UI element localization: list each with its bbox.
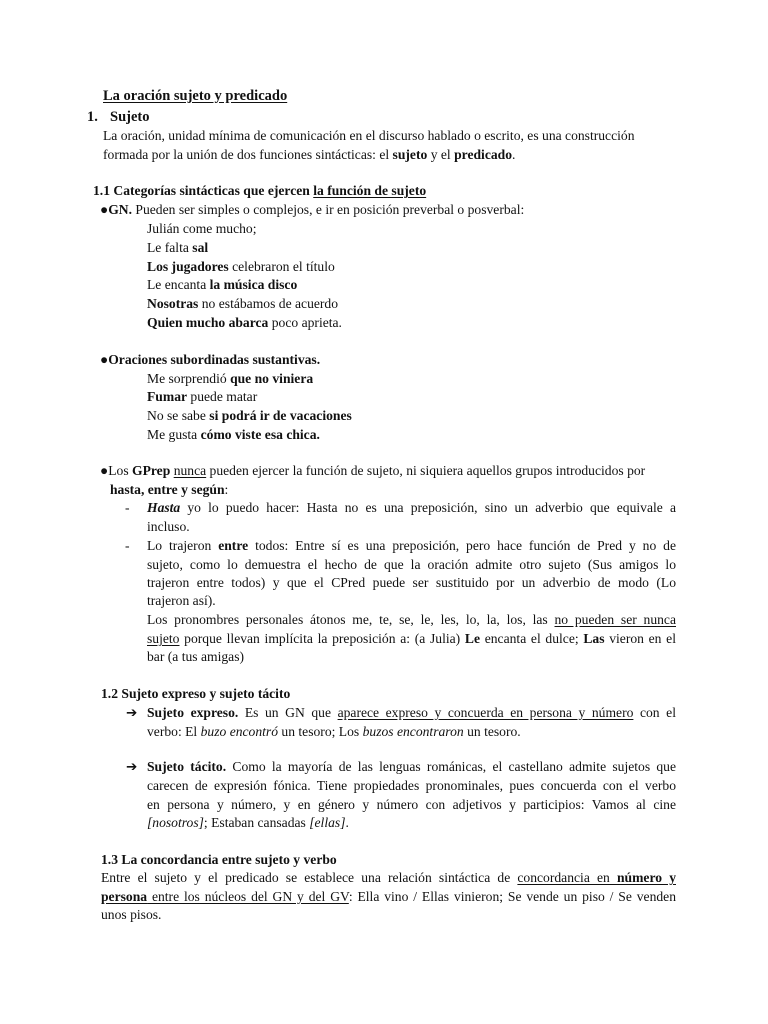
concordancia-underlined: entre los núcleos del GN y del GV [147,889,349,904]
section-number-1: 1. [87,109,98,125]
entre-text: todos: Entre sí es una preposición, pero hace función de Pred y no de [248,538,676,553]
heading-text: 1.1 Categorías sintácticas que ejercen [93,183,314,198]
sujeto-tacito-line-4 [147,814,349,832]
example-text: celebraron el título [228,259,335,274]
gprep-item-line-1 [100,462,645,480]
gprep-nunca: nunca [173,463,207,478]
document-title: La oración sujeto y predicado [103,88,288,104]
gprep-prepositions: hasta, entre y según [110,482,225,497]
concordancia-line-2 [101,888,676,906]
pronouns-line-2 [147,630,676,648]
gn-description: Pueden ser simples o complejos, e ir en posición preverbal o posverbal: [132,202,525,217]
example-subject: si podrá ir de vacaciones [209,408,352,423]
example-subject: Fumar [147,389,188,404]
tacito-example: [nosotros] [147,815,204,830]
sujeto-tacito-line-3: en persona y número, y en género y número con adjetivos y participios: Vamos al cine [147,797,676,812]
gn-example-5 [147,295,338,313]
concordancia-line-1 [101,869,676,887]
expreso-text: verbo: El [147,724,201,739]
example-subject: cómo viste esa chica. [200,427,320,442]
bullet-icon: ● [100,352,109,367]
subsection-heading-1-3: 1.3 La concordancia entre sujeto y verbo [101,852,337,867]
tacito-text: . [345,815,349,830]
expreso-example: buzo encontró [200,724,279,739]
intro-paragraph-line-2 [103,146,515,164]
pronouns-text: Los pronombres personales átonos me, te, se, le, les, lo, la, los, las [147,612,555,627]
expreso-underlined: aparece expreso y concuerda en persona y número [337,705,634,720]
entre-line-4: trajeron así). [147,593,216,608]
dash-bullet: - [125,538,130,553]
sub-example-4 [147,426,320,444]
gn-item [100,201,524,219]
sujeto-expreso-line-2 [147,723,521,741]
gprep-label: GPrep [132,463,171,478]
gn-example-2 [147,239,208,257]
pronoun-las: Las [583,631,605,646]
concordancia-persona: persona [101,889,148,904]
pronouns-line-1 [147,611,676,629]
expreso-example: buzos encontraron [362,724,464,739]
example-text: Me sorprendió [147,371,231,386]
expreso-text: un tesoro; Los [278,724,363,739]
pronouns-underlined: sujeto [147,631,180,646]
concordancia-text: Entre el sujeto y el predicado se establece una relación sintáctica de [101,870,518,885]
gprep-text: Los [108,463,133,478]
expreso-text: con el [633,705,676,720]
gprep-item-line-2 [110,481,228,499]
pronoun-le: Le [464,631,481,646]
bullet-icon: ● [100,463,109,478]
example-subject: sal [192,240,209,255]
arrow-icon: ➔ [126,759,138,774]
pronouns-text: vieron en el [604,631,676,646]
concordancia-text: : Ella vino / Ellas vinieron; Se vende un piso / Se venden [348,889,676,904]
sujeto-tacito-line-2: carecen de expresión fónica. Tiene propiedades pronominales, pues concuerda con el verbo [147,778,676,793]
subsection-heading-1-1 [93,182,426,200]
arrow-icon: ➔ [126,705,138,720]
sub-example-1 [147,370,313,388]
intro-text: . [512,147,516,162]
intro-paragraph-line-1: La oración, unidad mínima de comunicación en el discurso hablado o escrito, es una construcción [103,128,635,143]
section-heading-sujeto: Sujeto [110,109,150,125]
gn-example-3 [147,258,335,276]
entre-line-3: trajeron entre todos) y que el CPred puede ser sustituido por un adverbio de modo (Lo [147,575,676,590]
intro-text: y el [427,147,455,162]
example-text: Me gusta [147,427,201,442]
example-subject: Los jugadores [147,259,229,274]
heading-underlined-text: la función de sujeto [313,183,427,198]
sub-example-2 [147,388,257,406]
pronouns-text: encanta el dulce; [480,631,584,646]
subordinate-clauses-item [100,351,320,369]
tacito-text: ; Estaban cansadas [203,815,310,830]
concordancia-line-3: unos pisos. [101,907,162,922]
concordancia-numero: número y [616,870,676,885]
term-sujeto: sujeto [392,147,428,162]
intro-text: formada por la unión de dos funciones sintácticas: el [103,147,393,162]
pronouns-line-3: bar (a tus amigas) [147,649,245,664]
expreso-text: Es un GN que [238,705,338,720]
subsection-heading-1-2: 1.2 Sujeto expreso y sujeto tácito [101,686,291,701]
entre-text: Lo trajeron [147,538,219,553]
entre-line-1 [147,537,676,555]
hasta-line-1 [147,499,676,517]
sujeto-tacito-line-1 [147,758,676,776]
sujeto-expreso-line-1 [147,704,676,722]
gn-example-6 [147,314,342,332]
gn-label: GN. [108,202,133,217]
bullet-icon: ● [100,202,109,217]
example-text: no estábamos de acuerdo [198,296,339,311]
example-subject: que no viniera [230,371,314,386]
gn-example-1: Julián come mucho; [147,221,257,236]
entre-line-2: sujeto, como lo demuestra el hecho de que la oración admite otro sujeto (Sus amigos lo [147,557,676,572]
gn-example-4 [147,276,297,294]
example-subject: la música disco [209,277,298,292]
dash-bullet: - [125,500,130,515]
sujeto-expreso-label: Sujeto expreso. [147,705,239,720]
pronouns-underlined: no pueden ser nunca [554,612,676,627]
term-predicado: predicado [454,147,513,162]
example-text: No se sabe [147,408,210,423]
sujeto-tacito-label: Sujeto tácito. [147,759,227,774]
example-text: poco aprieta. [268,315,342,330]
entre-term: entre [218,538,249,553]
example-text: Le encanta [147,277,210,292]
tacito-example: [ellas] [309,815,346,830]
hasta-line-2: incluso. [147,519,190,534]
concordancia-underlined: concordancia en [517,870,617,885]
subordinate-clauses-label: Oraciones subordinadas sustantivas. [108,352,321,367]
hasta-term: Hasta [147,500,181,515]
example-text: Le falta [147,240,193,255]
gprep-text: : [224,482,229,497]
expreso-text: un tesoro. [463,724,521,739]
example-text: puede matar [187,389,258,404]
tacito-text: Como la mayoría de las lenguas románicas, el castellano admite sujetos que [226,759,676,774]
pronouns-text: porque llevan implícita la preposición a: (a Julia) [179,631,465,646]
hasta-text: yo lo puedo hacer: Hasta no es una preposición, sino un adverbio que equivale a [180,500,676,515]
sub-example-3 [147,407,352,425]
example-subject: Quien mucho abarca [147,315,269,330]
gprep-text: pueden ejercer la función de sujeto, ni siquiera aquellos grupos introducidos por [206,463,646,478]
example-subject: Nosotras [147,296,199,311]
